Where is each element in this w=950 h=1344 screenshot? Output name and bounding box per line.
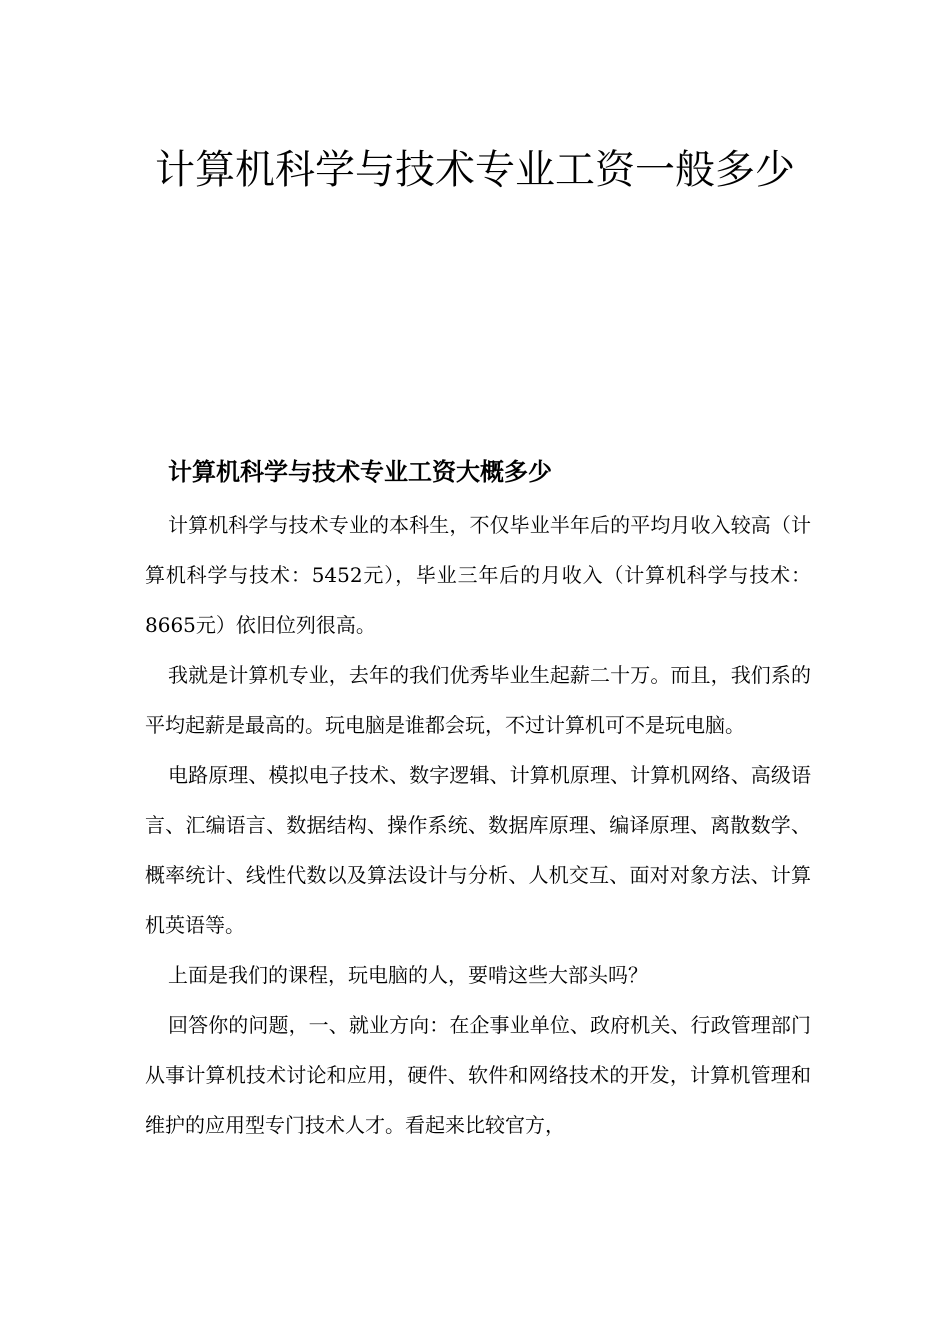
paragraph: 我就是计算机专业，去年的我们优秀毕业生起薪二十万。而且，我们系的平均起薪是最高的。玩电脑是谁都会玩，不过计算机可不是玩电脑。 [145,663,811,737]
paragraph: 回答你的问题，一、就业方向：在企事业单位、政府机关、行政管理部门从事计算机技术讨论和应用，硬件、软件和网络技术的开发，计算机管理和维护的应用型专门技术人才。看起来比较官方， [145,1013,811,1137]
paragraph: 电路原理、模拟电子技术、数字逻辑、计算机原理、计算机网络、高级语言、汇编语言、数据结构、操作系统、数据库原理、编译原理、离散数学、概率统计、线性代数以及算法设计与分析、人机交互、面对对象方法、计算机英语等。 [145,763,811,937]
document-title: 计算机科学与技术专业工资一般多少 [155,147,795,193]
paragraph: 上面是我们的课程，玩电脑的人，要啃这些大部头吗？ [168,963,648,987]
paragraph: 计算机科学与技术专业的本科生，不仅毕业半年后的平均月收入较高（计算机科学与技术：5452元），毕业三年后的月收入（计算机科学与技术：8665元）依旧位列很高。 [145,513,811,637]
section-heading: 计算机科学与技术专业工资大概多少 [168,457,552,486]
document-body [145,500,811,1150]
